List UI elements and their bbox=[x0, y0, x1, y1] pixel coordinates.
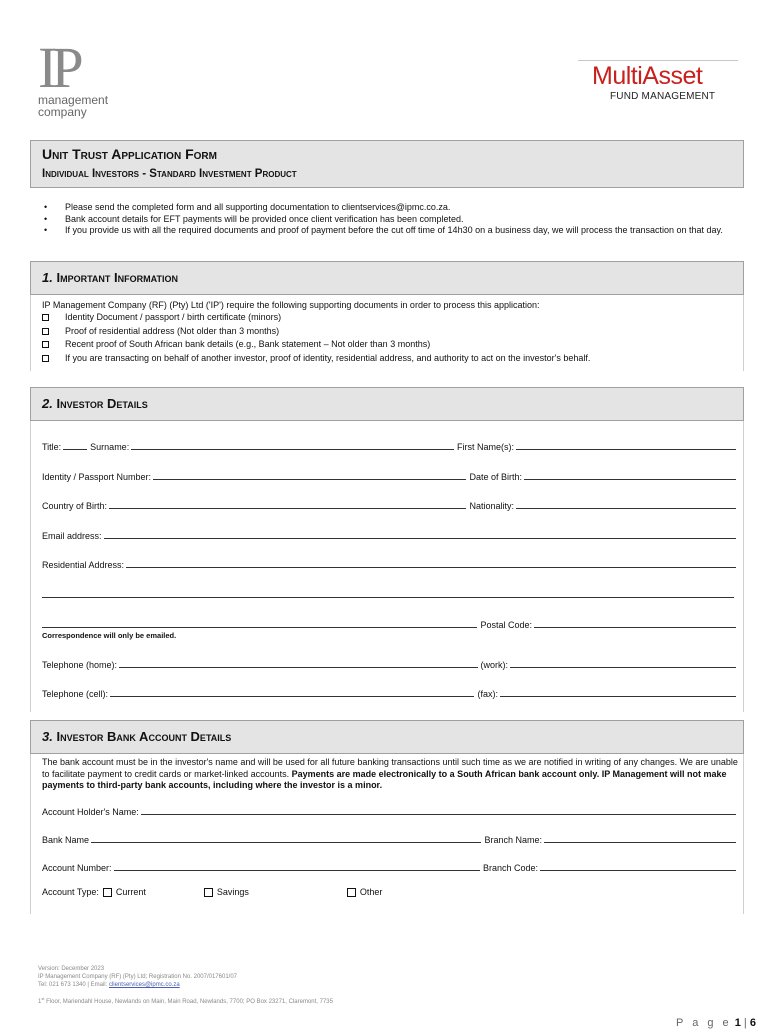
ip-logo-line2: company bbox=[38, 105, 87, 119]
footer-registration: IP Management Company (RF) (Pty) Ltd; Registration No. 2007/017601/07 bbox=[38, 974, 237, 980]
ip-management-logo bbox=[38, 35, 128, 119]
date-of-birth-field[interactable] bbox=[524, 469, 736, 480]
id-row: Identity / Passport Number: Date of Birth: bbox=[42, 468, 736, 482]
section2-header bbox=[30, 387, 744, 421]
email-field[interactable] bbox=[104, 528, 736, 539]
title-field[interactable] bbox=[63, 439, 87, 450]
address-line-3[interactable] bbox=[42, 617, 477, 628]
account-holder-row: Account Holder's Name: bbox=[42, 803, 736, 817]
account-type-other-label: Other bbox=[359, 887, 383, 897]
id-number-field[interactable] bbox=[153, 469, 466, 480]
telephone-cell-row: Telephone (cell): (fax): bbox=[42, 685, 736, 699]
section1-number: 1. bbox=[42, 270, 53, 285]
fax-field[interactable] bbox=[500, 686, 736, 697]
account-type-savings-label: Savings bbox=[216, 887, 249, 897]
name-row: Title: Surname: First Name(s): bbox=[42, 438, 736, 452]
form-title-box bbox=[30, 140, 744, 188]
account-type-label: Account Type: bbox=[42, 887, 99, 897]
section3-number: 3. bbox=[42, 729, 53, 744]
telephone-cell-field[interactable] bbox=[110, 686, 474, 697]
branch-code-field[interactable] bbox=[540, 860, 736, 871]
account-type-savings-checkbox[interactable] bbox=[204, 888, 213, 897]
postal-row: Postal Code: bbox=[42, 616, 736, 630]
telephone-work-field[interactable] bbox=[510, 657, 736, 668]
branch-name-field[interactable] bbox=[544, 832, 736, 843]
section1-header bbox=[30, 261, 744, 295]
section1-title: Important Information bbox=[56, 270, 178, 285]
first-names-field[interactable] bbox=[516, 439, 736, 450]
postal-code-field[interactable] bbox=[534, 617, 736, 628]
account-type-current-checkbox[interactable] bbox=[103, 888, 112, 897]
bank-name-field[interactable] bbox=[91, 832, 481, 843]
document-item: Proof of residential address (Not older than 3 months) bbox=[42, 325, 732, 339]
residential-address-field[interactable] bbox=[126, 557, 736, 568]
instruction-item: • Bank account details for EFT payments will be provided once client verification has been completed. bbox=[44, 214, 734, 226]
account-type-current-label: Current bbox=[115, 887, 146, 897]
country-of-birth-field[interactable] bbox=[109, 498, 466, 509]
checkbox-icon bbox=[42, 314, 49, 321]
multiasset-logo-name: MultiAsset bbox=[592, 62, 703, 90]
checkbox-icon bbox=[42, 355, 49, 362]
page-number: P a g e 1 | 6 bbox=[676, 1017, 756, 1029]
bank-account-notice: The bank account must be in the investor's name and will be used for all future banking transactions until such time as we are notified in writing of any changes. We are unable to facilitate payment to credit cards or market-linked accounts. Payments are made electronically to a South African bank account only. IP Management will not make payments to third-party bank accounts, including where the investor is a minor. bbox=[42, 757, 738, 790]
form-title: Unit Trust Application Form bbox=[42, 146, 217, 162]
telephone-home-field[interactable] bbox=[119, 657, 477, 668]
checkbox-icon bbox=[42, 341, 49, 348]
telephone-home-row: Telephone (home): (work): bbox=[42, 656, 736, 670]
account-number-field[interactable] bbox=[114, 860, 480, 871]
correspondence-note: Correspondence will only be emailed. bbox=[42, 631, 177, 640]
address-line-2[interactable] bbox=[42, 597, 734, 598]
surname-field[interactable] bbox=[131, 439, 454, 450]
multiasset-logo-sub: FUND MANAGEMENT bbox=[610, 91, 716, 102]
instructions-list bbox=[44, 202, 734, 237]
section2-title: Investor Details bbox=[56, 396, 148, 411]
footer-contact: Tel: 021 673 1340 | Email: clientservices@ipmc.co.za bbox=[38, 982, 180, 988]
document-item: Recent proof of South African bank details (e.g., Bank statement – Not older than 3 months) bbox=[42, 338, 732, 352]
section3-title: Investor Bank Account Details bbox=[56, 729, 232, 744]
required-documents-list bbox=[42, 311, 732, 365]
account-type-row bbox=[42, 887, 382, 897]
footer-address: 1st Floor, Mariendahl House, Newlands on Main, Main Road, Newlands, 7700; PO Box 23271, Claremont, 7735 bbox=[38, 996, 333, 1005]
email-row: Email address: bbox=[42, 527, 736, 541]
bank-name-row: Bank Name Branch Name: bbox=[42, 831, 736, 845]
footer-version: Version: December 2023 bbox=[38, 966, 105, 972]
address-row: Residential Address: bbox=[42, 556, 736, 570]
country-row: Country of Birth: Nationality: bbox=[42, 497, 736, 511]
form-subtitle: Individual Investors - Standard Investment Product bbox=[42, 168, 297, 180]
checkbox-icon bbox=[42, 328, 49, 335]
nationality-field[interactable] bbox=[516, 498, 736, 509]
document-item: If you are transacting on behalf of another investor, proof of identity, residential address, and authority to act on the investor's behalf. bbox=[42, 352, 732, 366]
account-number-row: Account Number: Branch Code: bbox=[42, 859, 736, 873]
section2-number: 2. bbox=[42, 396, 53, 411]
footer-email-link[interactable]: clientservices@ipmc.co.za bbox=[108, 982, 180, 988]
ip-logo-glyph: IP bbox=[38, 35, 78, 100]
multiasset-logo bbox=[578, 60, 738, 102]
document-item: Identity Document / passport / birth certificate (minors) bbox=[42, 311, 732, 325]
section3-header bbox=[30, 720, 744, 754]
ip-logo-line1: management bbox=[38, 93, 109, 107]
page-footer bbox=[38, 965, 333, 1006]
instruction-item: • If you provide us with all the required documents and proof of payment before the cut off time of 14h30 on a business day, we will process the transaction on that day. bbox=[44, 225, 734, 237]
account-type-other-checkbox[interactable] bbox=[347, 888, 356, 897]
section1-intro: IP Management Company (RF) (Pty) Ltd ('IP') require the following supporting documents in order to process this application: bbox=[42, 300, 540, 310]
account-holder-field[interactable] bbox=[141, 804, 736, 815]
instruction-item: • Please send the completed form and all supporting documentation to clientservices@ipmc.co.za. bbox=[44, 202, 734, 214]
